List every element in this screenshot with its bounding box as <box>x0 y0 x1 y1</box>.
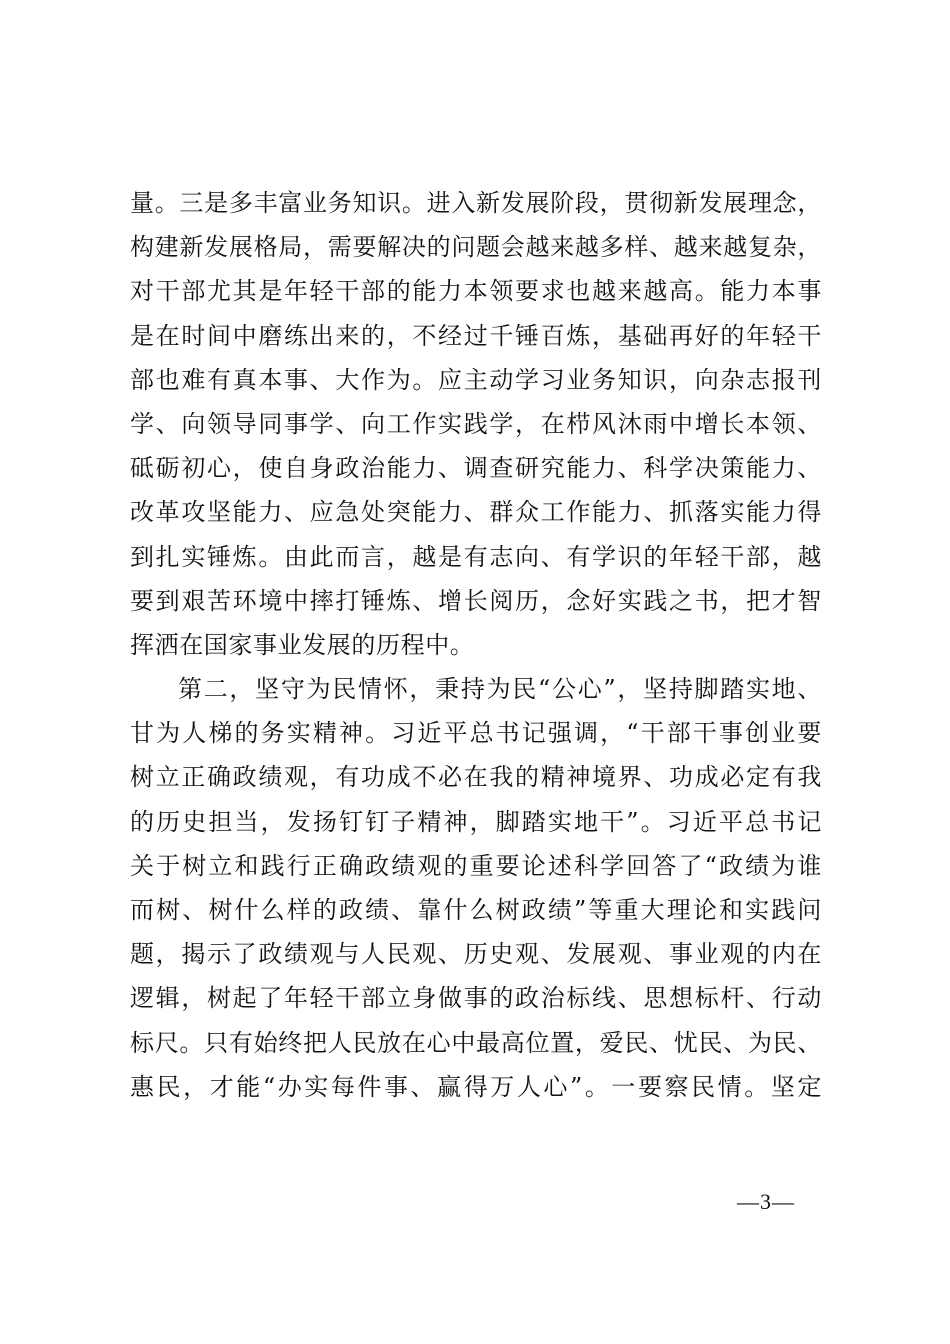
text-line: 是在时间中磨练出来的，不经过千锤百炼，基础再好的年轻干 <box>130 321 822 350</box>
text-line: 题，揭示了政绩观与人民观、历史观、发展观、事业观的内在 <box>130 940 822 969</box>
text-line: 改革攻坚能力、应急处突能力、群众工作能力、抓落实能力得 <box>130 498 822 527</box>
text-line: 学、向领导同事学、向工作实践学，在栉风沐雨中增长本领、 <box>130 409 822 438</box>
text-line: 甘为人梯的务实精神。习近平总书记强调，“干部干事创业要 <box>130 719 822 748</box>
page-number: —3— <box>737 1189 795 1214</box>
text-line: 要到艰苦环境中摔打锤炼、增长阅历，念好实践之书，把才智 <box>130 586 822 615</box>
paragraph-end-line: 挥洒在国家事业发展的历程中。 <box>130 630 475 659</box>
text-line: 的历史担当，发扬钉钉子精神，脚踏实地干”。习近平总书记 <box>130 807 822 836</box>
text-line: 惠民，才能“办实每件事、赢得万人心”。一要察民情。坚定 <box>130 1072 822 1101</box>
text-line: 而树、树什么样的政绩、靠什么树政绩”等重大理论和实践问 <box>130 896 822 924</box>
body-text <box>130 181 822 1109</box>
text-line: 标尺。只有始终把人民放在心中最高位置，爱民、忧民、为民、 <box>130 1028 822 1057</box>
text-line: 树立正确政绩观，有功成不必在我的精神境界、功成必定有我 <box>130 763 822 792</box>
paragraph-start-line: 第二，坚守为民情怀，秉持为民“公心”，坚持脚踏实地、 <box>178 675 822 704</box>
text-line: 逻辑，树起了年轻干部立身做事的政治标线、思想标杆、行动 <box>130 984 822 1013</box>
text-line: 关于树立和践行正确政绩观的重要论述科学回答了“政绩为谁 <box>130 851 822 880</box>
text-line: 构建新发展格局，需要解决的问题会越来越多样、越来越复杂， <box>130 233 822 262</box>
text-line: 到扎实锤炼。由此而言，越是有志向、有学识的年轻干部，越 <box>130 542 822 571</box>
text-line: 量。三是多丰富业务知识。进入新发展阶段，贯彻新发展理念， <box>130 189 822 217</box>
text-line: 砥砺初心，使自身政治能力、调查研究能力、科学决策能力、 <box>130 454 822 483</box>
text-line: 对干部尤其是年轻干部的能力本领要求也越来越高。能力本事 <box>130 277 822 306</box>
text-line: 部也难有真本事、大作为。应主动学习业务知识，向杂志报刊 <box>130 365 822 394</box>
